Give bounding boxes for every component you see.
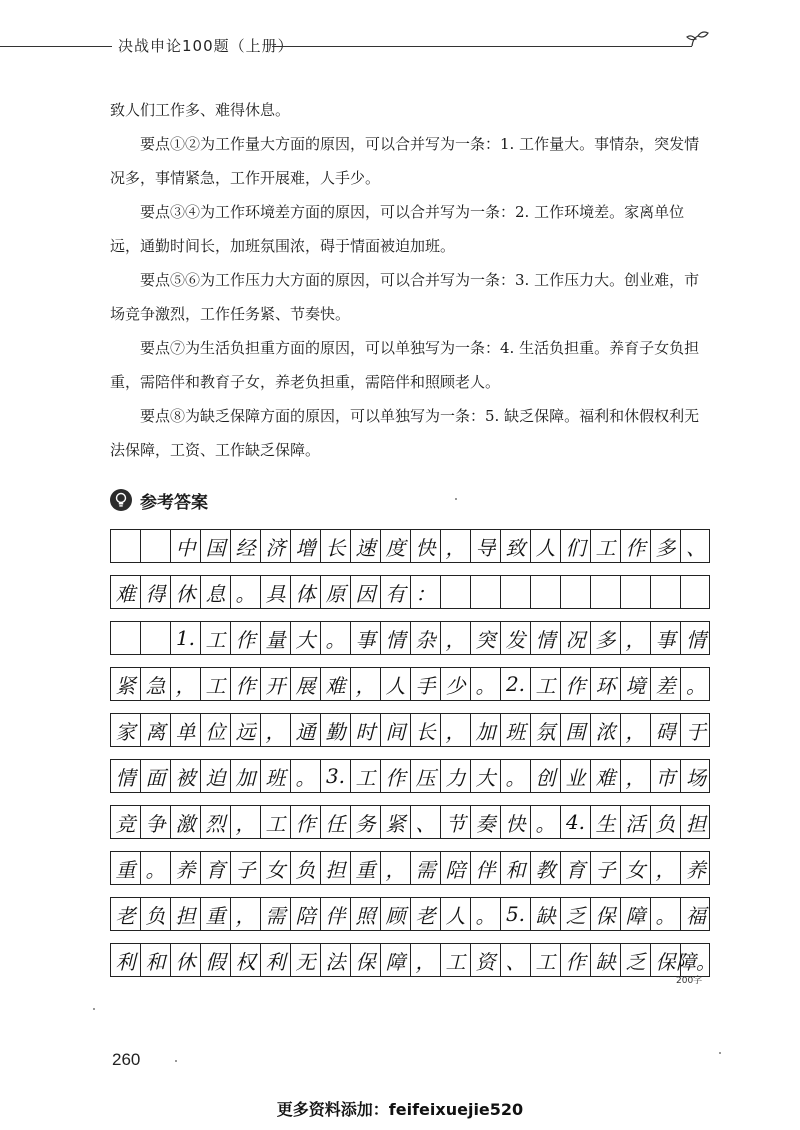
answer-heading xyxy=(110,483,208,517)
grid-cell: 保 xyxy=(351,944,381,976)
grid-cell: 离 xyxy=(141,714,171,746)
grid-cell: ， xyxy=(351,668,381,700)
grid-cell: 情 xyxy=(111,760,141,792)
grid-cell: 老 xyxy=(111,898,141,930)
grid-cell: 情 xyxy=(686,627,706,652)
grid-cell: 人 xyxy=(441,898,471,930)
grid-cell: 和 xyxy=(501,852,531,884)
grid-cell: 们 xyxy=(561,530,591,562)
grid-cell: 快 xyxy=(411,530,441,562)
grid-cell: 工 xyxy=(351,760,381,792)
grid-cell: 奏 xyxy=(471,806,501,838)
grid-cell: 少 xyxy=(441,668,471,700)
grid-cell: 况 xyxy=(561,622,591,654)
grid-cell: 乏 xyxy=(621,944,651,976)
grid-cell: 长 xyxy=(321,530,351,562)
grid-row xyxy=(110,621,710,655)
grid-cell: 展 xyxy=(291,668,321,700)
grid-cell: 作 xyxy=(291,806,321,838)
grid-cell: 子 xyxy=(231,852,261,884)
grid-cell: 国 xyxy=(201,530,231,562)
grid-cell: 。 xyxy=(686,673,706,698)
grid-cell: 担 xyxy=(171,898,201,930)
page-number: 260 xyxy=(112,1050,141,1069)
grid-cell: 中 xyxy=(171,530,201,562)
grid-cell: ， xyxy=(381,852,411,884)
grid-cell: 工 xyxy=(531,668,561,700)
grid-cell: 资 xyxy=(471,944,501,976)
grid-cell xyxy=(111,530,141,562)
grid-cell xyxy=(651,576,681,608)
grid-cell: 负 xyxy=(141,898,171,930)
grid-cell: 手 xyxy=(411,668,441,700)
grid-cell: 作 xyxy=(231,668,261,700)
grid-row xyxy=(110,529,710,563)
grid-cell: 利 xyxy=(261,944,291,976)
grid-row xyxy=(110,851,710,885)
grid-cell: 休 xyxy=(171,944,201,976)
paragraph: 要点⑤⑥为工作压力大方面的原因，可以合并写为一条：3. 工作压力大。创业难，市场竞争激烈，工作任务紧、节奏快。 xyxy=(110,271,700,323)
grid-cell: 障 xyxy=(381,944,411,976)
scan-speck xyxy=(719,1052,721,1054)
grid-cell: 障。 xyxy=(676,949,716,974)
grid-cell: ， xyxy=(441,714,471,746)
grid-cell xyxy=(561,576,591,608)
grid-cell: 障 xyxy=(621,898,651,930)
grid-row xyxy=(110,943,716,977)
grid-cell: 工 xyxy=(591,530,621,562)
grid-row xyxy=(110,713,710,747)
paragraph: 要点①②为工作量大方面的原因，可以合并写为一条：1. 工作量大。事情杂，突发情况多，事情紧急，工作开展难，人手少。 xyxy=(110,135,700,187)
grid-cell: 快 xyxy=(501,806,531,838)
grid-cell: 场 xyxy=(686,765,706,790)
grid-cell: 。 xyxy=(471,898,501,930)
grid-cell: 缺 xyxy=(531,898,561,930)
grid-cell: 照 xyxy=(351,898,381,930)
grid-cell: 多 xyxy=(651,530,681,562)
grid-cell: 围 xyxy=(561,714,591,746)
grid-cell: 创 xyxy=(531,760,561,792)
lightbulb-icon xyxy=(110,489,132,511)
word-count: 200字 xyxy=(676,976,703,986)
grid-cell: ， xyxy=(651,852,681,884)
grid-cell: 人 xyxy=(531,530,561,562)
grid-cell xyxy=(531,576,561,608)
grid-cell: 女 xyxy=(261,852,291,884)
running-header xyxy=(0,34,800,62)
grid-cell: 担 xyxy=(321,852,351,884)
grid-cell: 力 xyxy=(441,760,471,792)
grid-cell: 单 xyxy=(171,714,201,746)
grid-cell: 。 xyxy=(141,852,171,884)
grid-cell: 节 xyxy=(441,806,471,838)
grid-cell: 有 xyxy=(381,576,411,608)
grid-cell: 负 xyxy=(651,806,681,838)
grid-cell: 导 xyxy=(471,530,501,562)
grid-cell: 假 xyxy=(201,944,231,976)
grid-cell: 1. xyxy=(171,622,201,654)
grid-cell: 。 xyxy=(231,576,261,608)
scan-speck xyxy=(93,1008,95,1010)
grid-cell: 休 xyxy=(171,576,201,608)
grid-cell: 教 xyxy=(531,852,561,884)
grid-cell: 作 xyxy=(621,530,651,562)
grid-cell: 开 xyxy=(261,668,291,700)
grid-cell: 工 xyxy=(441,944,471,976)
grid-cell: 息 xyxy=(201,576,231,608)
grid-cell: 工 xyxy=(261,806,291,838)
grid-cell: 保 xyxy=(651,944,681,976)
grid-cell: 家 xyxy=(111,714,141,746)
grid-cell: ： xyxy=(411,576,441,608)
grid-cell: 难 xyxy=(591,760,621,792)
grid-cell: ， xyxy=(621,622,651,654)
analysis-text xyxy=(110,93,710,467)
grid-cell: 增 xyxy=(291,530,321,562)
grid-cell: 养 xyxy=(171,852,201,884)
grid-cell: 事 xyxy=(651,622,681,654)
grid-cell xyxy=(681,576,711,608)
header-rule-left xyxy=(0,46,112,47)
grid-cell: 加 xyxy=(231,760,261,792)
grid-cell: 法 xyxy=(321,944,351,976)
grid-cell: 远 xyxy=(231,714,261,746)
paragraph: 要点③④为工作环境差方面的原因，可以合并写为一条：2. 工作环境差。家离单位远，通勤时间长，加班氛围浓，碍于情面被迫加班。 xyxy=(110,203,685,255)
grid-cell: 需 xyxy=(411,852,441,884)
paragraph: 要点⑦为生活负担重方面的原因，可以单独写为一条：4. 生活负担重。养育子女负担重，需陪伴和教育子女，养老负担重，需陪伴和照顾老人。 xyxy=(110,339,700,391)
grid-cell: 陪 xyxy=(441,852,471,884)
grid-cell xyxy=(141,622,171,654)
grid-cell: 迫 xyxy=(201,760,231,792)
grid-cell: 养 xyxy=(686,857,706,882)
grid-cell: 陪 xyxy=(291,898,321,930)
grid-cell: 无 xyxy=(291,944,321,976)
grid-cell: 保 xyxy=(591,898,621,930)
grid-row xyxy=(110,897,710,931)
grid-cell: 经 xyxy=(231,530,261,562)
grid-cell: 任 xyxy=(321,806,351,838)
grid-cell xyxy=(141,530,171,562)
grid-cell: 市 xyxy=(651,760,681,792)
grid-cell: 伴 xyxy=(471,852,501,884)
grid-cell: 发 xyxy=(501,622,531,654)
grid-cell: 突 xyxy=(471,622,501,654)
grid-cell: 难 xyxy=(111,576,141,608)
grid-cell: 被 xyxy=(171,760,201,792)
grid-cell: 大 xyxy=(471,760,501,792)
grid-cell: 人 xyxy=(381,668,411,700)
grid-cell: 班 xyxy=(501,714,531,746)
grid-cell: 重 xyxy=(351,852,381,884)
grid-cell: 生 xyxy=(591,806,621,838)
grid-cell: 活 xyxy=(621,806,651,838)
grid-cell: 紧 xyxy=(111,668,141,700)
grid-cell: 工 xyxy=(201,622,231,654)
grid-cell: 工 xyxy=(531,944,561,976)
grid-cell: ， xyxy=(231,898,261,930)
grid-cell: 工 xyxy=(201,668,231,700)
book-title: 决战申论100题（上册） xyxy=(118,37,294,55)
grid-cell: ， xyxy=(621,760,651,792)
grid-cell: ， xyxy=(441,622,471,654)
grid-cell xyxy=(621,576,651,608)
grid-cell: 5. xyxy=(501,898,531,930)
grid-cell: 压 xyxy=(411,760,441,792)
grid-cell: 碍 xyxy=(651,714,681,746)
grid-cell: 缺 xyxy=(591,944,621,976)
grid-cell: 利 xyxy=(111,944,141,976)
grid-cell: 4. xyxy=(561,806,591,838)
answer-heading-label: 参考答案 xyxy=(140,492,208,513)
grid-cell: 老 xyxy=(411,898,441,930)
grid-cell: 情 xyxy=(531,622,561,654)
grid-cell: ， xyxy=(411,944,441,976)
answer-grid xyxy=(110,529,716,989)
grid-cell: 浓 xyxy=(591,714,621,746)
grid-cell xyxy=(111,622,141,654)
footer-note: 更多资料添加：feifeixuejie520 xyxy=(276,1100,524,1119)
grid-cell: 、 xyxy=(501,944,531,976)
grid-cell: 顾 xyxy=(381,898,411,930)
grid-cell: 女 xyxy=(621,852,651,884)
paragraph: 致人们工作多、难得休息。 xyxy=(110,101,291,119)
header-rule-right xyxy=(272,46,692,47)
grid-cell: 速 xyxy=(351,530,381,562)
grid-cell: 负 xyxy=(291,852,321,884)
grid-cell: 和 xyxy=(141,944,171,976)
grid-cell: 原 xyxy=(321,576,351,608)
grid-cell: 紧 xyxy=(381,806,411,838)
grid-cell: 育 xyxy=(201,852,231,884)
grid-cell: 作 xyxy=(231,622,261,654)
grid-cell: 难 xyxy=(321,668,351,700)
grid-cell: 境 xyxy=(621,668,651,700)
grid-cell: 得 xyxy=(141,576,171,608)
grid-cell: ， xyxy=(171,668,201,700)
grid-cell: ， xyxy=(231,806,261,838)
grid-cell: 权 xyxy=(231,944,261,976)
grid-cell: 体 xyxy=(291,576,321,608)
grid-cell: 时 xyxy=(351,714,381,746)
grid-cell: 。 xyxy=(501,760,531,792)
grid-cell: 激 xyxy=(171,806,201,838)
grid-cell: 位 xyxy=(201,714,231,746)
grid-cell: 事 xyxy=(351,622,381,654)
grid-cell: 急 xyxy=(141,668,171,700)
grid-cell: 子 xyxy=(591,852,621,884)
grid-cell: 通 xyxy=(291,714,321,746)
grid-cell: 作 xyxy=(561,944,591,976)
grid-cell: 致 xyxy=(501,530,531,562)
grid-cell: 长 xyxy=(411,714,441,746)
grid-cell: 担 xyxy=(686,811,706,836)
paragraph: 要点⑧为缺乏保障方面的原因，可以单独写为一条：5. 缺乏保障。福利和休假权利无法保障，工资、工作缺乏保障。 xyxy=(110,407,700,459)
grid-cell: 。 xyxy=(471,668,501,700)
grid-cell: 杂 xyxy=(411,622,441,654)
grid-cell: 烈 xyxy=(201,806,231,838)
grid-cell: 量 xyxy=(261,622,291,654)
grid-cell: 环 xyxy=(591,668,621,700)
grid-cell: 大 xyxy=(291,622,321,654)
grid-cell: 、 xyxy=(411,806,441,838)
grid-cell: 作 xyxy=(381,760,411,792)
grid-cell: 。 xyxy=(321,622,351,654)
grid-cell: 因 xyxy=(351,576,381,608)
grid-cell: 面 xyxy=(141,760,171,792)
grid-cell: 务 xyxy=(351,806,381,838)
grid-cell: 。 xyxy=(291,760,321,792)
grid-cell: 于 xyxy=(686,719,706,744)
grid-cell: 伴 xyxy=(321,898,351,930)
grid-row xyxy=(110,759,710,793)
grid-cell: 情 xyxy=(381,622,411,654)
grid-cell: 。 xyxy=(651,898,681,930)
grid-cell xyxy=(441,576,471,608)
grid-cell: 勤 xyxy=(321,714,351,746)
grid-cell: ， xyxy=(621,714,651,746)
grid-cell: 、 xyxy=(686,535,706,560)
scan-speck xyxy=(455,498,457,500)
grid-cell: 2. xyxy=(501,668,531,700)
grid-cell: 重 xyxy=(201,898,231,930)
grid-cell: 乏 xyxy=(561,898,591,930)
grid-cell: 3. xyxy=(321,760,351,792)
grid-cell: 度 xyxy=(381,530,411,562)
sprout-icon xyxy=(684,30,712,52)
grid-cell: 需 xyxy=(261,898,291,930)
grid-cell: 差 xyxy=(651,668,681,700)
grid-cell: 争 xyxy=(141,806,171,838)
grid-cell: 具 xyxy=(261,576,291,608)
grid-row xyxy=(110,575,710,609)
grid-cell: 竞 xyxy=(111,806,141,838)
grid-cell: 济 xyxy=(261,530,291,562)
grid-cell: 间 xyxy=(381,714,411,746)
grid-row xyxy=(110,667,710,701)
grid-row xyxy=(110,805,710,839)
grid-cell: 作 xyxy=(561,668,591,700)
grid-cell: 加 xyxy=(471,714,501,746)
grid-cell: 多 xyxy=(591,622,621,654)
grid-cell xyxy=(471,576,501,608)
grid-cell: ， xyxy=(261,714,291,746)
scan-speck xyxy=(175,1060,177,1062)
grid-cell: 氛 xyxy=(531,714,561,746)
grid-cell: 重 xyxy=(111,852,141,884)
grid-cell: 福 xyxy=(686,903,706,928)
grid-cell: ， xyxy=(441,530,471,562)
grid-cell xyxy=(501,576,531,608)
grid-cell: 班 xyxy=(261,760,291,792)
grid-cell: 。 xyxy=(531,806,561,838)
grid-cell: 育 xyxy=(561,852,591,884)
grid-cell: 业 xyxy=(561,760,591,792)
grid-cell xyxy=(591,576,621,608)
